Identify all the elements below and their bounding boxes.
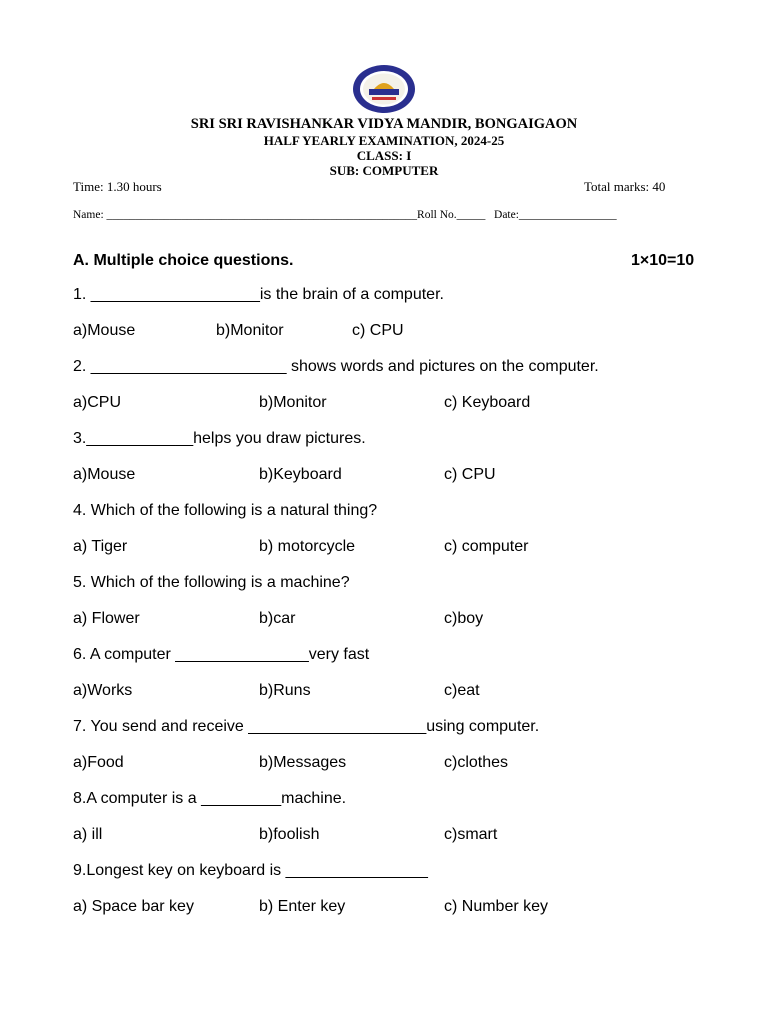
option-3a: a)Mouse	[73, 466, 136, 483]
option-4c: c) computer	[444, 538, 529, 555]
name-rollno-date-line: Name: ______________________________________________________Roll No._____ Date:_________________	[73, 209, 617, 221]
option-1c: c) CPU	[352, 322, 404, 339]
total-marks: Total marks: 40	[584, 179, 666, 194]
school-logo	[352, 64, 416, 114]
question-8: 8.A computer is a _________machine.	[73, 790, 347, 807]
option-7a: a)Food	[73, 754, 124, 771]
option-1b: b)Monitor	[216, 322, 284, 339]
option-1a: a)Mouse	[73, 322, 136, 339]
option-9b: b) Enter key	[259, 898, 346, 915]
option-5c: c)boy	[444, 610, 484, 627]
question-5: 5. Which of the following is a machine?	[73, 574, 350, 591]
option-9a: a) Space bar key	[73, 898, 194, 915]
time-label: Time: 1.30 hours	[73, 179, 162, 194]
subject-label: SUB: COMPUTER	[329, 163, 439, 178]
option-2a: a)CPU	[73, 394, 122, 411]
option-6a: a)Works	[73, 682, 133, 699]
school-name: SRI SRI RAVISHANKAR VIDYA MANDIR, BONGAIGAON	[190, 116, 578, 132]
option-2b: b)Monitor	[259, 394, 327, 411]
option-8a: a) ill	[73, 826, 103, 843]
option-4b: b) motorcycle	[259, 538, 356, 555]
question-1: 1. ___________________is the brain of a computer.	[73, 286, 444, 303]
question-7: 7. You send and receive ____________________using computer.	[73, 718, 540, 735]
question-6: 6. A computer _______________very fast	[73, 646, 370, 663]
exam-title: HALF YEARLY EXAMINATION, 2024-25	[263, 133, 505, 148]
question-3: 3.____________helps you draw pictures.	[73, 430, 366, 447]
option-4a: a) Tiger	[73, 538, 128, 555]
option-7c: c)clothes	[444, 754, 509, 771]
question-4: 4. Which of the following is a natural thing?	[73, 502, 378, 519]
class-label: CLASS: I	[356, 148, 412, 163]
question-9: 9.Longest key on keyboard is ________________	[73, 862, 428, 879]
option-6b: b)Runs	[259, 682, 311, 699]
option-5b: b)car	[259, 610, 296, 627]
option-7b: b)Messages	[259, 754, 347, 771]
question-2: 2. ______________________ shows words and pictures on the computer.	[73, 358, 599, 375]
option-3c: c) CPU	[444, 466, 496, 483]
option-6c: c)eat	[444, 682, 480, 699]
option-8c: c)smart	[444, 826, 498, 843]
section-marks: 1×10=10	[631, 252, 695, 269]
option-9c: c) Number key	[444, 898, 549, 915]
section-title: A. Multiple choice questions.	[73, 252, 294, 269]
option-8b: b)foolish	[259, 826, 320, 843]
option-2c: c) Keyboard	[444, 394, 531, 411]
option-5a: a) Flower	[73, 610, 140, 627]
option-3b: b)Keyboard	[259, 466, 342, 483]
